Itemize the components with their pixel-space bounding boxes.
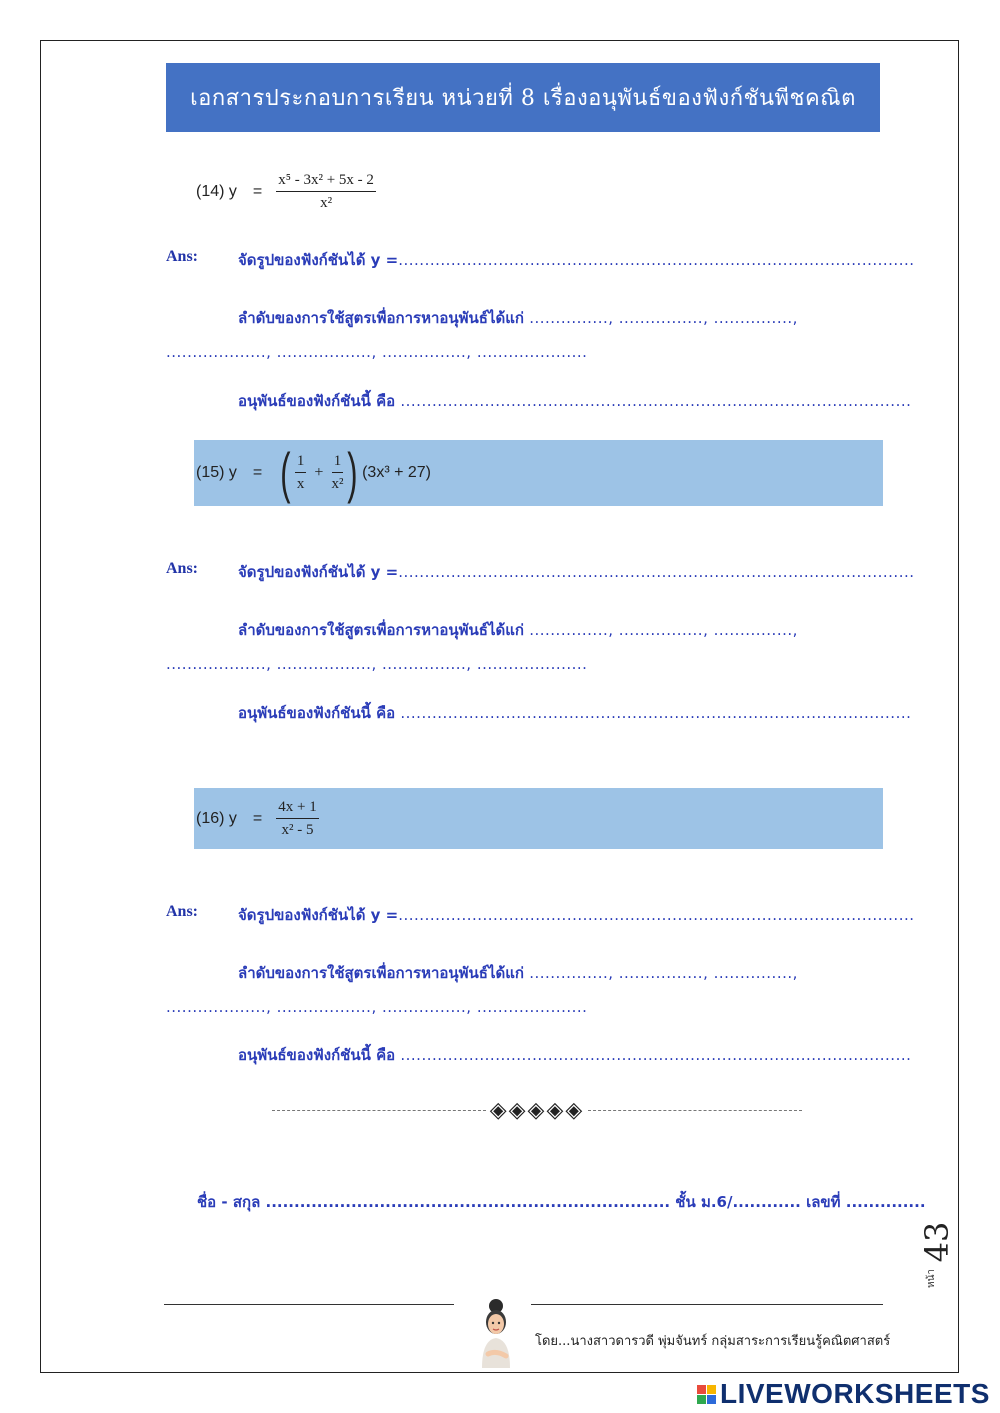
order-label: ลำดับของการใช้สูตรเพื่อการหาอนุพันธ์ได้แก่	[238, 309, 524, 327]
order-label: ลำดับของการใช้สูตรเพื่อการหาอนุพันธ์ได้แก่	[238, 964, 524, 982]
numerator: 4x + 1	[276, 799, 318, 819]
student-info-line[interactable]: ชื่อ - สกุล ....................................................................... ชั้น ม.6/............ เลขที่ ..............	[197, 1193, 926, 1211]
derivative-line	[238, 701, 911, 725]
fraction	[276, 172, 376, 212]
footer-rule-left	[164, 1304, 454, 1305]
page-word: หน้า	[926, 1268, 938, 1289]
factor: (3x³ + 27)	[362, 464, 432, 481]
problem-16	[194, 788, 883, 849]
liveworksheets-logo[interactable]	[697, 1378, 990, 1410]
derivative-blank[interactable]: .................................................................................................	[400, 1046, 912, 1064]
diamond-ornament-icon: ◈◈◈◈◈	[489, 1098, 585, 1123]
liveworksheets-icon	[697, 1385, 716, 1404]
denominator: x	[296, 476, 305, 492]
order-line	[238, 618, 798, 642]
derivative-line	[238, 389, 911, 413]
plus-sign: +	[314, 464, 324, 481]
order-blank-1[interactable]: ..............., ................, ...............,	[529, 964, 798, 982]
order-blank-2[interactable]: ..................., .................., ................, .....................	[166, 655, 588, 673]
numerator: x⁵ - 3x² + 5x - 2	[276, 172, 376, 192]
order-blank-1[interactable]: ..............., ................, ...............,	[529, 621, 798, 639]
fraction-1	[295, 453, 307, 493]
order-line-2	[166, 655, 587, 673]
derivative-label: อนุพันธ์ของฟังก์ชันนี้ คือ	[238, 392, 396, 410]
ans-label: Ans:	[166, 560, 199, 577]
rearrange-label: จัดรูปของฟังก์ชันได้ y =	[238, 906, 399, 924]
problem-number: (15) y	[196, 464, 237, 481]
fraction	[276, 799, 318, 839]
rearrange-blank[interactable]: ..................................................................................................	[398, 563, 915, 581]
author-credit: โดย...นางสาวดารวดี พุ่มจันทร์ กลุ่มสาระการเรียนรู้คณิตศาสตร์	[535, 1334, 891, 1349]
order-blank-2[interactable]: ..................., .................., ................, .....................	[166, 998, 588, 1016]
order-line-2	[166, 998, 587, 1016]
derivative-line	[238, 1043, 911, 1067]
order-blank-1[interactable]: ..............., ................, ...............,	[529, 309, 798, 327]
rearrange-line	[238, 560, 915, 584]
equals-sign: =	[252, 464, 263, 481]
ans-label: Ans:	[166, 903, 199, 920]
rearrange-blank[interactable]: ..................................................................................................	[398, 906, 915, 924]
fraction-2	[331, 453, 343, 493]
derivative-label: อนุพันธ์ของฟังก์ชันนี้ คือ	[238, 1046, 396, 1064]
rearrange-line	[238, 903, 915, 927]
derivative-blank[interactable]: .................................................................................................	[400, 392, 912, 410]
order-label: ลำดับของการใช้สูตรเพื่อการหาอนุพันธ์ได้แก่	[238, 621, 524, 639]
problem-number: (14) y	[196, 183, 237, 200]
equals-sign: =	[252, 183, 263, 200]
footer-rule-right	[531, 1304, 883, 1305]
order-line	[238, 306, 798, 330]
problem-14	[196, 172, 376, 212]
page-number	[908, 1215, 958, 1295]
problem-number: (16) y	[196, 809, 237, 827]
liveworksheets-wordmark: LIVEWORKSHEETS	[720, 1378, 990, 1409]
denominator: x² - 5	[281, 821, 314, 838]
teacher-avatar-icon	[468, 1296, 524, 1368]
denominator: x²	[331, 476, 344, 492]
ans-label: Ans:	[166, 248, 199, 265]
rearrange-label: จัดรูปของฟังก์ชันได้ y =	[238, 563, 399, 581]
header-title: เอกสารประกอบการเรียน หน่วยที่ 8 เรื่องอนุพันธ์ของฟังก์ชันพีชคณิต	[190, 86, 856, 111]
derivative-label: อนุพันธ์ของฟังก์ชันนี้ คือ	[238, 704, 396, 722]
order-line-2	[166, 343, 587, 361]
page-number-value: 43	[918, 1221, 956, 1263]
order-blank-2[interactable]: ..................., .................., ................, .....................	[166, 343, 588, 361]
denominator: x²	[320, 195, 333, 211]
divider-line-left	[272, 1110, 486, 1111]
numerator: 1	[295, 453, 307, 473]
rearrange-label: จัดรูปของฟังก์ชันได้ y =	[238, 251, 399, 269]
header-banner	[166, 63, 880, 132]
numerator: 1	[332, 453, 344, 473]
derivative-blank[interactable]: .................................................................................................	[400, 704, 912, 722]
divider-line-right	[588, 1110, 802, 1111]
section-divider	[272, 1098, 802, 1123]
rearrange-blank[interactable]: ..................................................................................................	[398, 251, 915, 269]
rearrange-line	[238, 248, 915, 272]
order-line	[238, 961, 798, 985]
problem-15	[194, 440, 883, 506]
left-paren: (	[280, 441, 291, 504]
equals-sign: =	[252, 809, 263, 827]
right-paren: )	[347, 441, 358, 504]
